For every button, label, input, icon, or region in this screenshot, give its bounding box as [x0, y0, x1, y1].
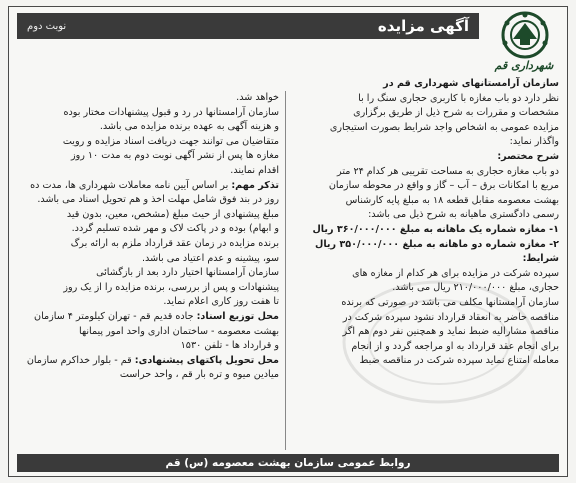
note-line-6: سو، پیشینه و عدم اعتیاد می باشد. [141, 252, 279, 264]
note-line-9: تا هفت روز کاری اعلام نماید. [163, 296, 279, 308]
note-line-7: سازمان آرامستانها اختیار دارد بعد از بازگشائی [96, 267, 279, 279]
conditions-line-6: برای انجام عقد قرارداد به او مراجعه گردد و از انجام [351, 340, 559, 352]
conditions-line-2: حجاری، مبلغ ۲۱۰/۰۰۰/۰۰۰ ریال می باشد. [392, 282, 559, 294]
distribution-heading: محل توزیع اسناد: [196, 310, 279, 322]
conditions-line-3: سازمان آرامستانها مکلف می باشد در صورتی که برنده [341, 296, 559, 308]
footer-text: روابط عمومی سازمان بهشت معصومه (س) قم [165, 457, 411, 469]
intro-line-5: واگذار نماید: [509, 136, 559, 148]
footer-bar [17, 454, 559, 472]
distribution-line-2: بهشت معصومه - ساختمان اداری واحد امور پیمانها [79, 325, 279, 337]
delivery-line-1: قم - بلوار خداکرم سازمان [26, 354, 132, 366]
left-column [17, 91, 279, 450]
summary-line-3: بهشت معصومه مقابل قطعه ۱۸ به مبلغ پایه کارشناس [345, 194, 559, 206]
intro-line-1: سازمان آرامستانهای شهرداری قم در [383, 78, 559, 89]
left-line-1: خواهد شد. [236, 92, 279, 103]
note-line-4: و ابهام) بوده و در پاکت لاک و مهر شده تسلیم گردد. [71, 223, 279, 235]
round-label: نوبت دوم [27, 20, 67, 32]
note-line-2: روز در بند فوق شامل مهلت اخذ و هم تحویل اسناد می باشد. [37, 194, 279, 206]
distribution-line-3: و قرارداد ها - تلفن ۱۵۳۰ [180, 340, 279, 352]
summary-line-2: مربع با امکانات برق – آب – گاز و واقع در محوطه سازمان [328, 180, 559, 192]
left-line-2: سازمان آرامستانها در رد و قبول پیشنهادات مختار بوده [63, 106, 279, 118]
intro-line-2: نظر دارد دو باب مغازه با کاربری حجاری سنگ را با [358, 92, 559, 104]
delivery-heading: محل تحویل پاکتهای پیشنهادی: [134, 354, 279, 366]
note-line-3: مبلغ پیشنهادی از حیث مبلغ (مشخص، معین، بدون قید [66, 208, 279, 220]
left-line-6: اقدام نمایند. [230, 164, 279, 176]
note-line-8: پیشنهادات و پس از بررسی، برنده مزایده را از یک روز [63, 281, 279, 293]
intro-line-3: مشخصات و مقررات به شرح ذیل از طریق برگزاری [353, 107, 559, 119]
left-line-4: متقاضیان می توانند جهت دریافت اسناد مزایده و رویت [62, 135, 279, 147]
left-line-3: و هزینه آگهی به عهده برنده مزایده می باشد. [99, 121, 279, 133]
conditions-line-5: مناقصه مشارالیه ضبط نماید و همچنین نفر دوم هم اگر [342, 326, 559, 338]
right-column [289, 77, 559, 450]
header-bar [17, 13, 479, 39]
left-line-5: مغازه ها پس از نشر آگهی نوبت دوم به مدت ۱۰ روز [70, 150, 279, 162]
conditions-line-4: مناقصه حاضر به انعقاد قرارداد نشود سپرده شرکت در [342, 311, 559, 323]
conditions-line-1: سپرده شرکت در مزایده برای هر کدام از مغازه های [352, 267, 559, 279]
item-2: ۲- مغازه شماره دو ماهانه به مبلغ ۳۵۰/۰۰۰/۰۰۰ ریال [315, 238, 559, 250]
delivery-line-2: میادین میوه و تره بار قم ، واحد حراست [119, 369, 279, 381]
logo-text: شهرداری قم [494, 59, 554, 72]
note-line-1: بر اساس آیین نامه معاملات شهرداری ها، مدت ده [30, 179, 229, 191]
summary-line-1: دو باب مغازه حجاری به مساحت تقریبی هر کدام ۲۴ متر [337, 165, 559, 177]
note-heading: تذکر مهم: [231, 179, 279, 191]
intro-line-4: مزایده عمومی به اشخاص واجد شرایط بصورت استیجاری [329, 121, 559, 133]
item-1: ۱- مغازه شماره یک ماهانه به مبلغ ۳۶۰/۰۰۰/۰۰۰ ریال [312, 223, 559, 235]
conditions-heading: شرایط: [522, 253, 559, 265]
advertisement-frame [8, 6, 568, 477]
conditions-line-7: معامله امتناع نماید سپرده شرکت در مناقصه ضبط [359, 355, 559, 367]
summary-heading: شرح مختصر: [497, 150, 559, 162]
ad-title: آگهی مزایده [377, 17, 469, 35]
distribution-line-1: جاده قدیم قم - تهران کیلومتر ۴ سازمان [34, 310, 194, 322]
summary-line-4: رسمی دادگستری ماهیانه به شرح ذیل می باشد: [368, 209, 559, 221]
note-line-5: برنده مزایده در زمان عقد قرارداد ملزم به ارائه برگ [70, 237, 279, 249]
column-divider [285, 91, 286, 450]
